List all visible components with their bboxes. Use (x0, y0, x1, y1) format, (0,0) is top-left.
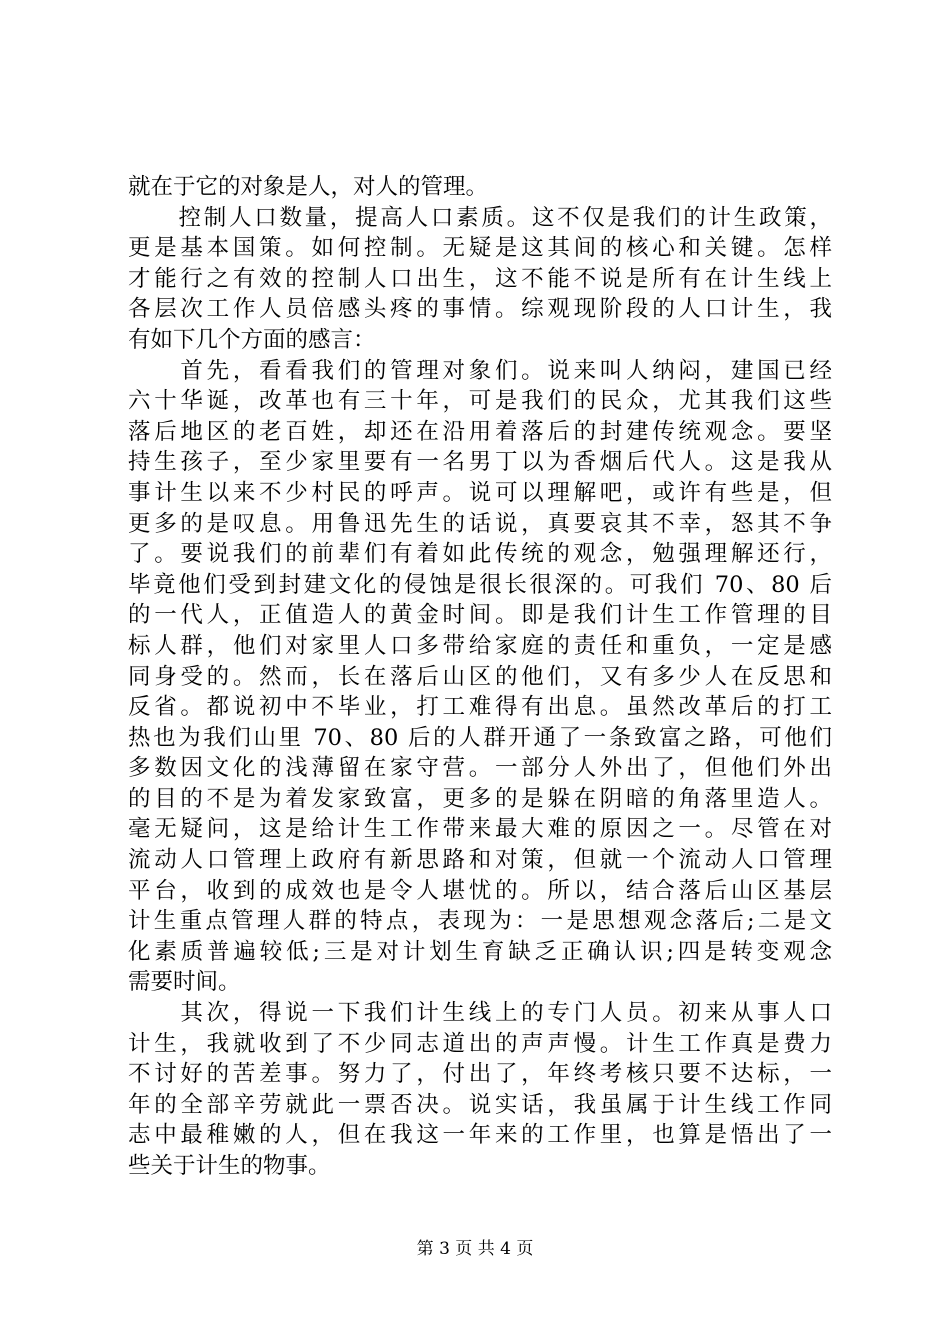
document-body (128, 172, 832, 1182)
text-line: 首先，看看我们的管理对象们。说来叫人纳闷，建国已经 (128, 357, 832, 384)
text-line: 更多的是叹息。用鲁迅先生的话说，真要哀其不幸，怒其不争 (128, 510, 832, 537)
text-line: 计生，我就收到了不少同志道出的声声慢。计生工作真是费力 (128, 1030, 832, 1057)
text-line: 毕竟他们受到封建文化的侵蚀是很长很深的。可我们 70、80 后 (128, 571, 832, 598)
text-line: 了。要说我们的前辈们有着如此传统的观念，勉强理解还行， (128, 541, 832, 568)
text-line: 同身受的。然而，长在落后山区的他们，又有多少人在反思和 (128, 663, 832, 690)
text-line: 各层次工作人员倍感头疼的事情。综观现阶段的人口计生，我 (128, 296, 832, 323)
text-line: 毫无疑问，这是给计生工作带来最大难的原因之一。尽管在对 (128, 816, 832, 843)
text-line: 不讨好的苦差事。努力了，付出了，年终考核只要不达标，一 (128, 1061, 832, 1088)
text-line: 更是基本国策。如何控制。无疑是这其间的核心和关键。怎样 (128, 235, 832, 262)
text-line: 化素质普遍较低;三是对计划生育缺乏正确认识;四是转变观念 (128, 938, 832, 965)
text-line: 才能行之有效的控制人口出生，这不能不说是所有在计生线上 (128, 265, 832, 292)
text-line: 持生孩子，至少家里要有一名男丁以为香烟后代人。这是我从 (128, 449, 832, 476)
page-footer: 第 3 页 共 4 页 (416, 1239, 534, 1259)
text-line: 多数因文化的浅薄留在家守营。一部分人外出了，但他们外出 (128, 755, 832, 782)
text-line: 标人群，他们对家里人口多带给家庭的责任和重负，一定是感 (128, 632, 832, 659)
text-line: 的目的不是为着发家致富，更多的是躲在阴暗的角落里造人。 (128, 785, 832, 812)
text-line: 其次，得说一下我们计生线上的专门人员。初来从事人口 (128, 1000, 832, 1027)
text-line: 控制人口数量，提高人口素质。这不仅是我们的计生政策， (128, 204, 832, 231)
text-line: 落后地区的老百姓，却还在沿用着落后的封建传统观念。要坚 (128, 418, 832, 445)
text-line: 些关于计生的物事。 (128, 1153, 331, 1179)
text-line: 需要时间。 (128, 969, 241, 996)
text-line: 反省。都说初中不毕业，打工难得有出息。虽然改革后的打工 (128, 694, 832, 721)
text-line: 有如下几个方面的感言： (128, 326, 376, 353)
text-line: 流动人口管理上政府有新思路和对策，但就一个流动人口管理 (128, 847, 832, 874)
text-line: 就在于它的对象是人，对人的管理。 (128, 174, 489, 200)
text-line: 热也为我们山里 70、80 后的人群开通了一条致富之路，可他们 (128, 724, 832, 751)
text-line: 的一代人，正值造人的黄金时间。即是我们计生工作管理的目 (128, 602, 832, 629)
text-line: 六十华诞，改革也有三十年，可是我们的民众，尤其我们这些 (128, 388, 832, 415)
text-line: 年的全部辛劳就此一票否决。说实话，我虽属于计生线工作同 (128, 1091, 832, 1118)
text-line: 计生重点管理人群的特点，表现为：一是思想观念落后;二是文 (128, 908, 832, 935)
text-line: 事计生以来不少村民的呼声。说可以理解吧，或许有些是，但 (128, 479, 832, 506)
text-line: 志中最稚嫩的人，但在我这一年来的工作里，也算是悟出了一 (128, 1122, 832, 1149)
text-line: 平台，收到的成效也是令人堪忧的。所以，结合落后山区基层 (128, 877, 832, 904)
